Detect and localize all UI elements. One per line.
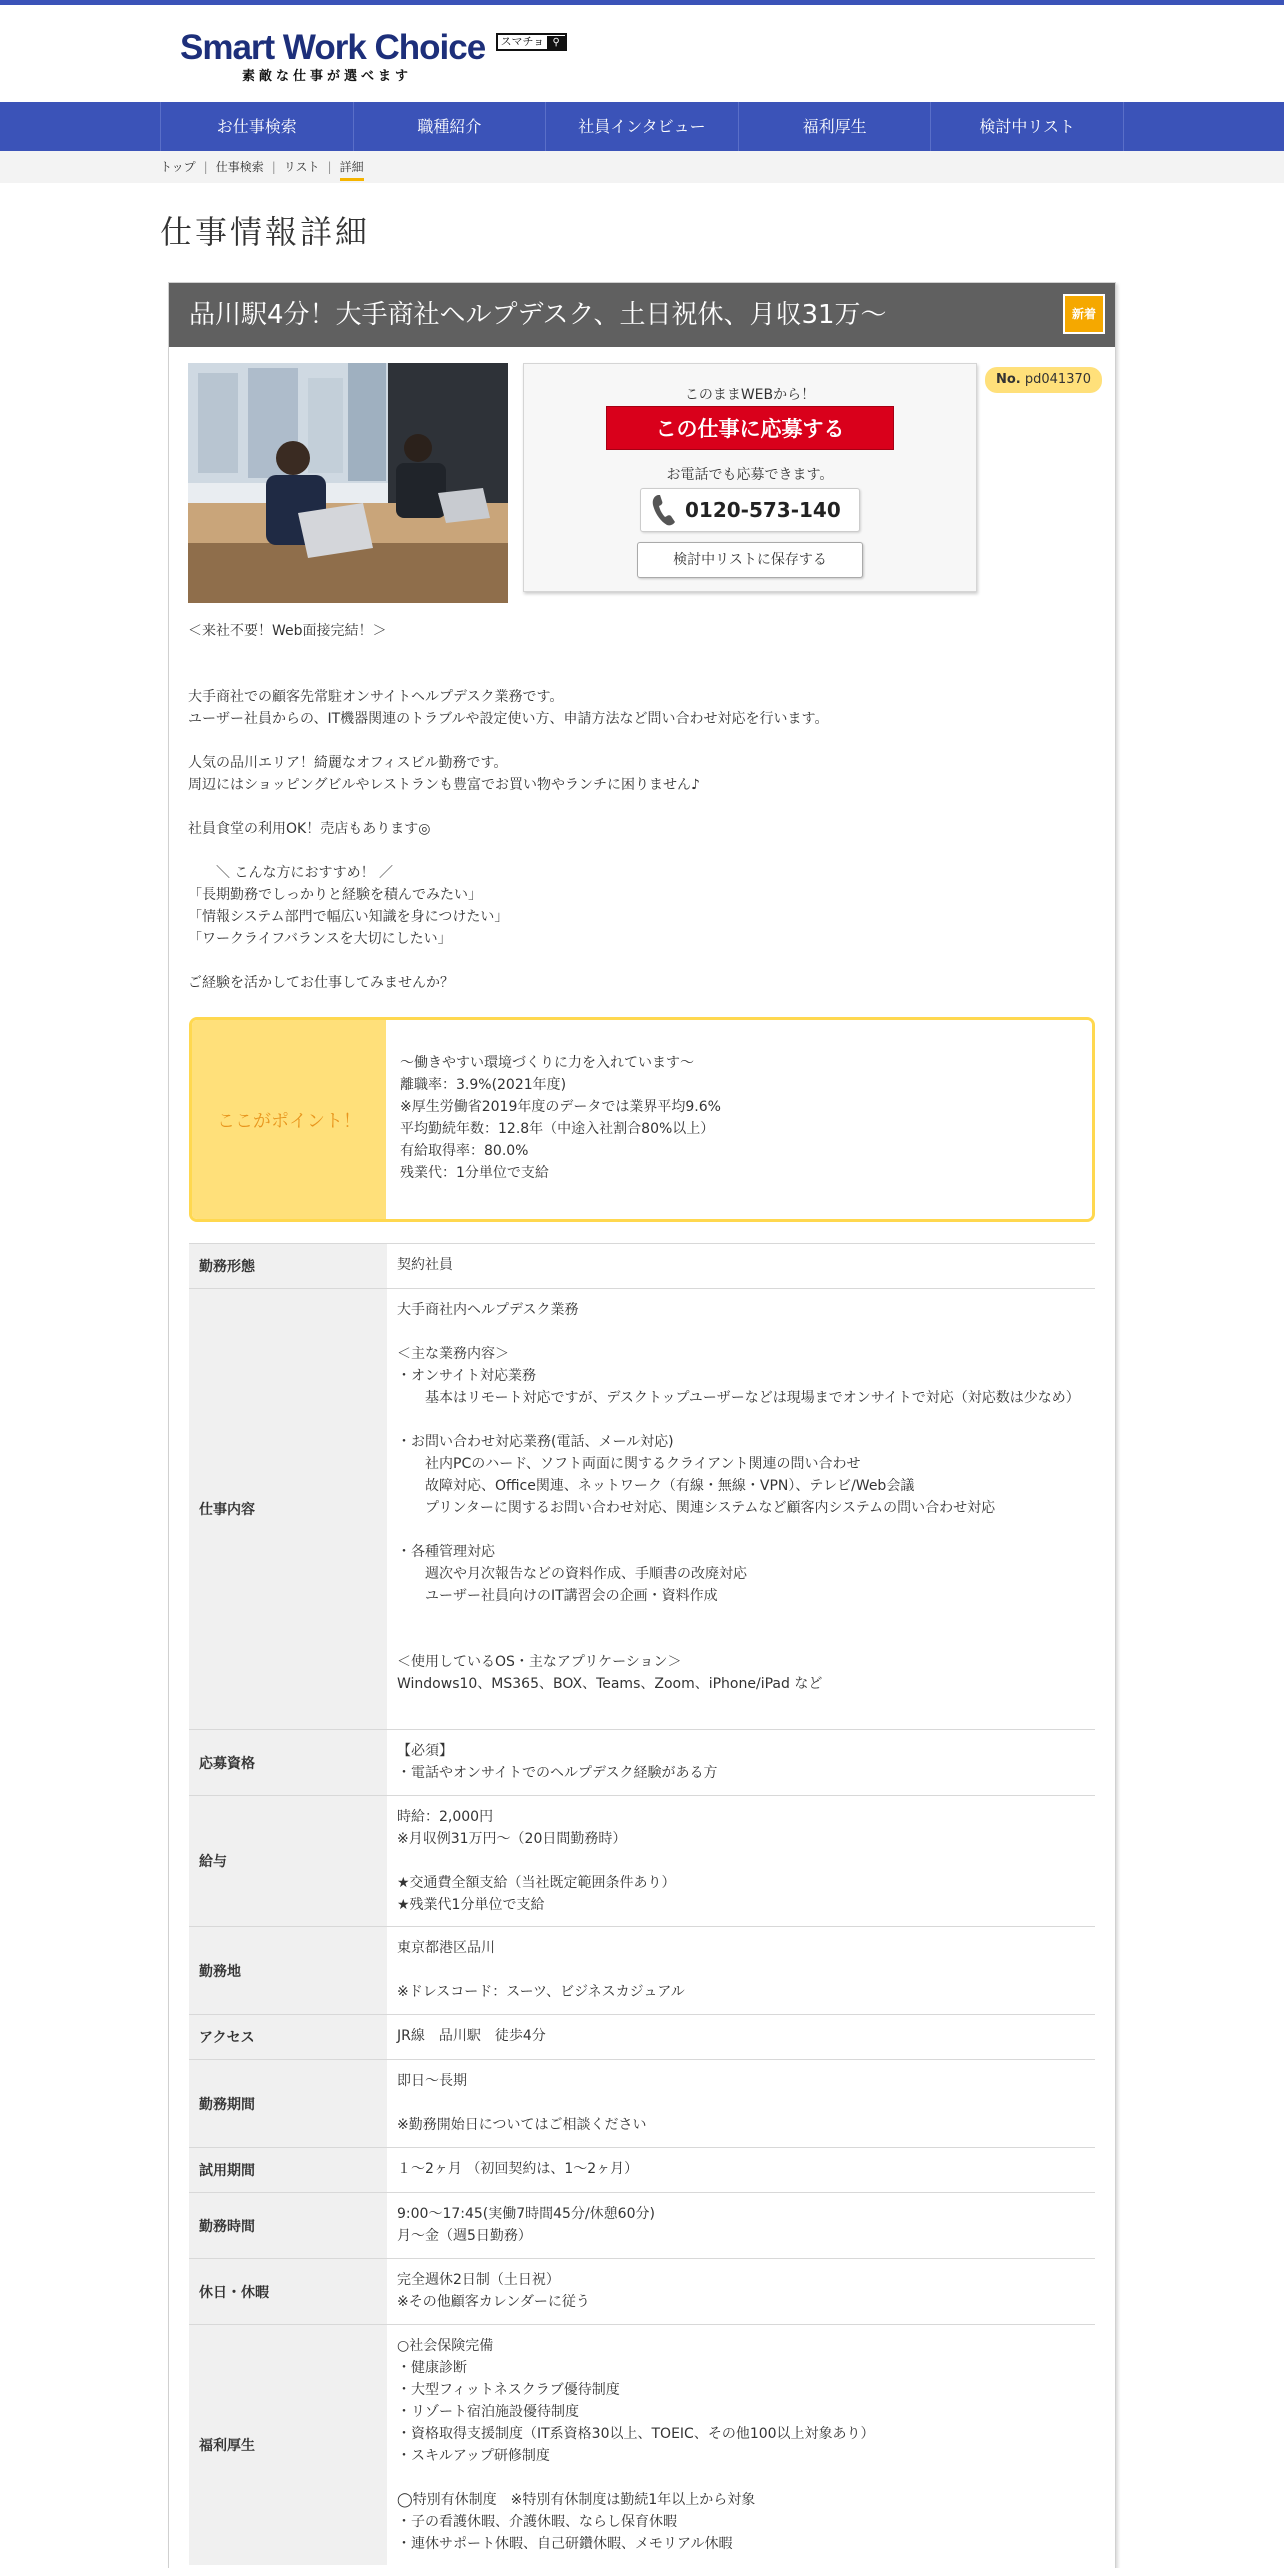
row-label-salary: 給与 bbox=[189, 1796, 387, 1927]
phone-link[interactable] bbox=[640, 488, 860, 532]
row-value-job-content: 大手商社内ヘルプデスク業務 ＜主な業務内容＞ ・オンサイト対応業務 基本はリモート対応ですが、デスクトップユーザーなどは現場までオンサイトで対応（対応数は少なめ） ・お問い合わせ対応業務(電話、メール対応) 社内PCのハード、ソフト両面に関するクライアント関連の問い合わせ 故障対応、Office関連、ネットワーク（有線・無線・VPN）、テレビ/Web会議 プリンターに関するお問い合わせ対応、関連システムなど顧客内システムの問い合わせ対応 ・各種管理対応 週次や月次報告などの資料作成、手順書の改廃対応 ユーザー社員向けのIT講習会の企画・資料作成 ＜使用しているOS・主なアプリケーション＞ Windows10、MS365、BOX、Teams、Zoom、iPhone/iPad など bbox=[387, 1289, 1095, 1730]
phone-number: 0120-573-140 bbox=[685, 498, 841, 522]
table-row bbox=[189, 2325, 1095, 2566]
row-label-trial-period: 試用期間 bbox=[189, 2148, 387, 2193]
table-row bbox=[189, 1927, 1095, 2015]
global-nav bbox=[0, 102, 1284, 151]
table-row bbox=[189, 2060, 1095, 2148]
logo-badge-label: スマチョ bbox=[500, 35, 545, 48]
table-row bbox=[189, 2259, 1095, 2325]
apply-web-note: このままWEBから！ bbox=[684, 387, 816, 403]
job-details-table bbox=[189, 1243, 1095, 2565]
row-label-benefits: 福利厚生 bbox=[189, 2325, 387, 2566]
breadcrumb-detail: 詳細 bbox=[340, 151, 364, 183]
row-label-location: 勤務地 bbox=[189, 1927, 387, 2015]
row-label-job-content: 仕事内容 bbox=[189, 1289, 387, 1730]
site-header bbox=[0, 5, 1284, 102]
table-row bbox=[189, 1730, 1095, 1796]
row-label-holidays: 休日・休暇 bbox=[189, 2259, 387, 2325]
nav-item-interviews[interactable]: 社員インタビュー bbox=[546, 102, 739, 151]
point-label: ここがポイント！ bbox=[192, 1020, 386, 1219]
breadcrumb-separator: | bbox=[327, 160, 332, 174]
row-label-work-period: 勤務期間 bbox=[189, 2060, 387, 2148]
breadcrumb-separator: | bbox=[203, 160, 208, 174]
nav-item-job-types[interactable]: 職種紹介 bbox=[354, 102, 547, 151]
apply-box bbox=[523, 363, 977, 592]
job-number: pd041370 bbox=[1024, 372, 1092, 387]
table-row bbox=[189, 2193, 1095, 2259]
breadcrumb-list[interactable]: リスト bbox=[283, 160, 320, 174]
table-row bbox=[189, 1796, 1095, 1927]
row-value-location: 東京都港区品川 ※ドレスコード：スーツ、ビジネスカジュアル bbox=[387, 1927, 1095, 2015]
row-value-qualifications: 【必須】 ・電話やオンサイトでのヘルプデスク経験がある方 bbox=[387, 1730, 1095, 1796]
row-value-work-hours: 9:00～17:45(実働7時間45分/休憩60分) 月～金（週5日勤務） bbox=[387, 2193, 1095, 2259]
job-number-label: No. bbox=[996, 372, 1021, 387]
phone-icon bbox=[651, 493, 677, 527]
job-photo bbox=[188, 363, 508, 603]
table-row bbox=[189, 2148, 1095, 2193]
breadcrumb-separator: | bbox=[271, 160, 276, 174]
breadcrumb-job-search[interactable]: 仕事検索 bbox=[215, 160, 264, 174]
job-number-badge bbox=[985, 367, 1102, 393]
row-label-access: アクセス bbox=[189, 2015, 387, 2060]
breadcrumb bbox=[0, 151, 1284, 183]
logo-tagline: 素敵な仕事が選べます bbox=[242, 69, 413, 84]
row-value-access: JR線 品川駅 徒歩4分 bbox=[387, 2015, 1095, 2060]
page-title: 仕事情報詳細 bbox=[160, 213, 371, 251]
point-text: ～働きやすい環境づくりに力を入れています～ 離職率：3.9%(2021年度) ※厚生労働省2019年度のデータでは業界平均9.6% 平均勤続年数：12.8年（中途入社割合80%以上） 有給取得率：80.0% 残業代：1分単位で支給 bbox=[386, 1020, 1092, 1219]
new-badge: 新着 bbox=[1063, 294, 1105, 334]
point-box bbox=[189, 1017, 1095, 1222]
row-value-employment-type: 契約社員 bbox=[387, 1244, 1095, 1289]
row-value-work-period: 即日～長期 ※勤務開始日についてはご相談ください bbox=[387, 2060, 1095, 2148]
row-label-work-hours: 勤務時間 bbox=[189, 2193, 387, 2259]
search-icon: ⚲ bbox=[547, 36, 565, 50]
job-description: ＜来社不要！Web面接完結！＞ 大手商社での顧客先常駐オンサイトヘルプデスク業務です。 ユーザー社員からの、IT機器関連のトラブルや設定使い方、申請方法など問い合わせ対応を行います。 人気の品川エリア！綺麗なオフィスビル勤務です。 周辺にはショッピングビルやレストランも豊富でお買い物やランチに困りません♪ 社員食堂の利用OK！売店もあります◎ ＼ こんな方におすすめ！ ／ 「長期勤務でしっかりと経験を積んでみたい」 「情報システム部門で幅広い知識を身につけたい」 「ワークライフバランスを大切にしたい」 ご経験を活かしてお仕事してみませんか？ bbox=[188, 623, 829, 991]
row-value-benefits: ○社会保険完備 ・健康診断 ・大型フィットネスクラブ優待制度 ・リゾート宿泊施設優待制度 ・資格取得支援制度（IT系資格30以上、TOEIC、その他100以上対象あり） ・スキルアップ研修制度 ◯特別有休制度 ※特別有休制度は勤続1年以上から対象 ・子の看護休暇、介護休暇、ならし保育休暇 ・連休サポート休暇、自己研鑽休暇、メモリアル休暇 bbox=[387, 2325, 1095, 2566]
row-label-qualifications: 応募資格 bbox=[189, 1730, 387, 1796]
row-value-trial-period: １～2ヶ月 （初回契約は、1～2ヶ月） bbox=[387, 2148, 1095, 2193]
office-photo-illustration bbox=[188, 363, 508, 603]
breadcrumb-top[interactable]: トップ bbox=[160, 160, 196, 174]
apply-button[interactable]: この仕事に応募する bbox=[606, 406, 894, 450]
table-row bbox=[189, 1289, 1095, 1730]
table-row bbox=[189, 2015, 1095, 2060]
nav-item-benefits[interactable]: 福利厚生 bbox=[739, 102, 932, 151]
row-label-employment-type: 勤務形態 bbox=[189, 1244, 387, 1289]
apply-phone-note: お電話でも応募できます。 bbox=[666, 467, 834, 483]
row-value-holidays: 完全週休2日制（土日祝） ※その他顧客カレンダーに従う bbox=[387, 2259, 1095, 2325]
save-to-list-button[interactable]: 検討中リストに保存する bbox=[637, 542, 863, 578]
nav-item-saved-list[interactable]: 検討中リスト bbox=[931, 102, 1124, 151]
logo-text: Smart Work Choice bbox=[180, 28, 486, 67]
job-title: 品川駅4分！大手商社ヘルプデスク、土日祝休、月収31万～ bbox=[189, 300, 887, 330]
site-logo[interactable] bbox=[180, 29, 567, 84]
nav-item-job-search[interactable]: お仕事検索 bbox=[161, 102, 354, 151]
logo-badge bbox=[496, 33, 567, 51]
job-detail-card bbox=[168, 282, 1116, 2568]
row-value-salary: 時給：2,000円 ※月収例31万円～（20日間勤務時） ★交通費全額支給（当社既定範囲条件あり） ★残業代1分単位で支給 bbox=[387, 1796, 1095, 1927]
job-title-bar bbox=[169, 283, 1115, 347]
table-row bbox=[189, 1244, 1095, 1289]
